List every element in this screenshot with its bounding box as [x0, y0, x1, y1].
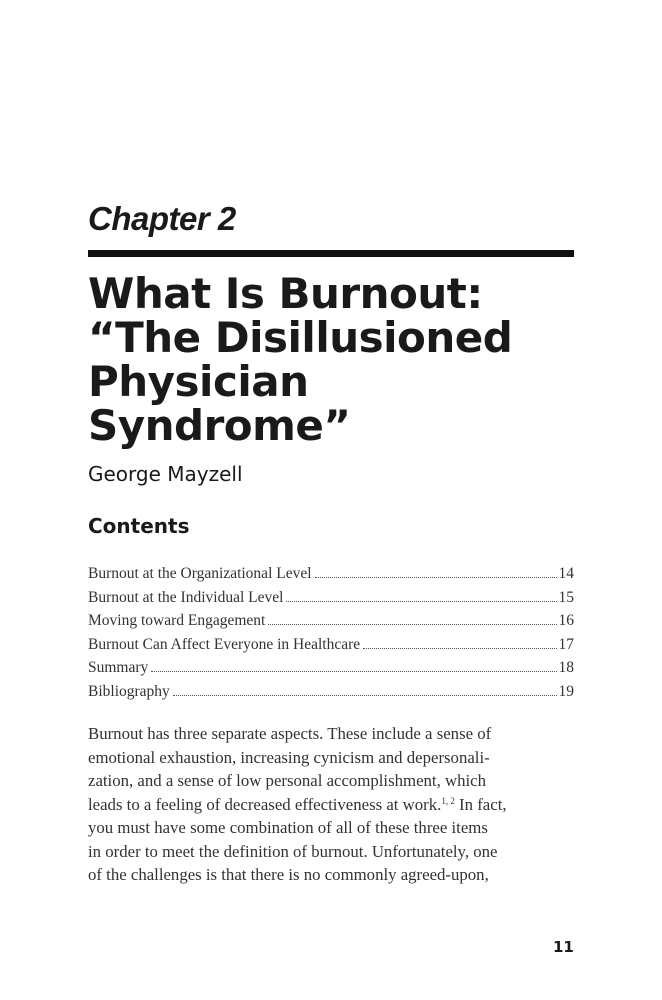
- toc-entry-title: Moving toward Engagement: [88, 612, 266, 630]
- body-line: in order to meet the definition of burnout. Unfortunately, one: [88, 841, 498, 861]
- chapter-label: Chapter 2: [88, 200, 236, 237]
- body-paragraph: [88, 722, 578, 887]
- toc-entry-page: 16: [558, 612, 574, 630]
- toc-entry-page: 18: [558, 659, 574, 677]
- body-line: zation, and a sense of low personal accomplishment, which: [88, 771, 486, 790]
- chapter-title-line: Physician Syndrome”: [88, 357, 351, 450]
- body-line: of the challenges is that there is no commonly agreed-upon,: [88, 865, 489, 884]
- toc-entry-title: Burnout at the Organizational Level: [88, 565, 312, 582]
- contents-heading: Contents: [88, 514, 190, 538]
- table-of-contents: [88, 562, 574, 704]
- toc-dot-leader: [268, 624, 556, 625]
- toc-dot-leader: [363, 648, 556, 649]
- author-name: George Mayzell: [88, 462, 243, 486]
- toc-entry-page: 17: [558, 635, 574, 653]
- chapter-title: [88, 269, 578, 450]
- toc-dot-leader: [315, 577, 557, 578]
- toc-entry: [88, 633, 574, 657]
- toc-entry: [88, 562, 574, 586]
- body-line: Burnout has three separate aspects. These include a sense of: [88, 724, 492, 743]
- citation-superscript: 1, 2: [441, 795, 455, 806]
- toc-entry-title: Bibliography: [88, 682, 170, 700]
- toc-entry-page: 19: [558, 682, 574, 700]
- toc-entry-title: Burnout Can Affect Everyone in Healthcare: [88, 635, 361, 653]
- page-number: 11: [553, 938, 574, 956]
- chapter-title-line: “The Disillusioned: [88, 313, 513, 362]
- body-line-text: leads to a feeling of decreased effectiveness at work.: [88, 794, 442, 814]
- toc-entry-title: Summary: [88, 659, 149, 677]
- body-line: you must have some combination of all of these three items: [88, 818, 488, 837]
- body-line-tail: In fact,: [454, 794, 507, 814]
- toc-dot-leader: [286, 601, 556, 602]
- toc-entry-page: 14: [558, 565, 574, 582]
- toc-entry: [88, 609, 574, 633]
- chapter-rule: [88, 250, 574, 257]
- toc-entry-title: Burnout at the Individual Level: [88, 588, 284, 606]
- chapter-title-line: What Is Burnout:: [88, 269, 483, 318]
- toc-dot-leader: [151, 671, 556, 672]
- toc-entry: [88, 656, 574, 680]
- toc-entry: [88, 680, 574, 704]
- toc-dot-leader: [173, 695, 557, 696]
- body-line: emotional exhaustion, increasing cynicism and depersonali-: [88, 747, 490, 767]
- body-line-with-citation: [88, 793, 578, 817]
- toc-entry-page: 15: [558, 588, 574, 606]
- toc-entry: [88, 586, 574, 610]
